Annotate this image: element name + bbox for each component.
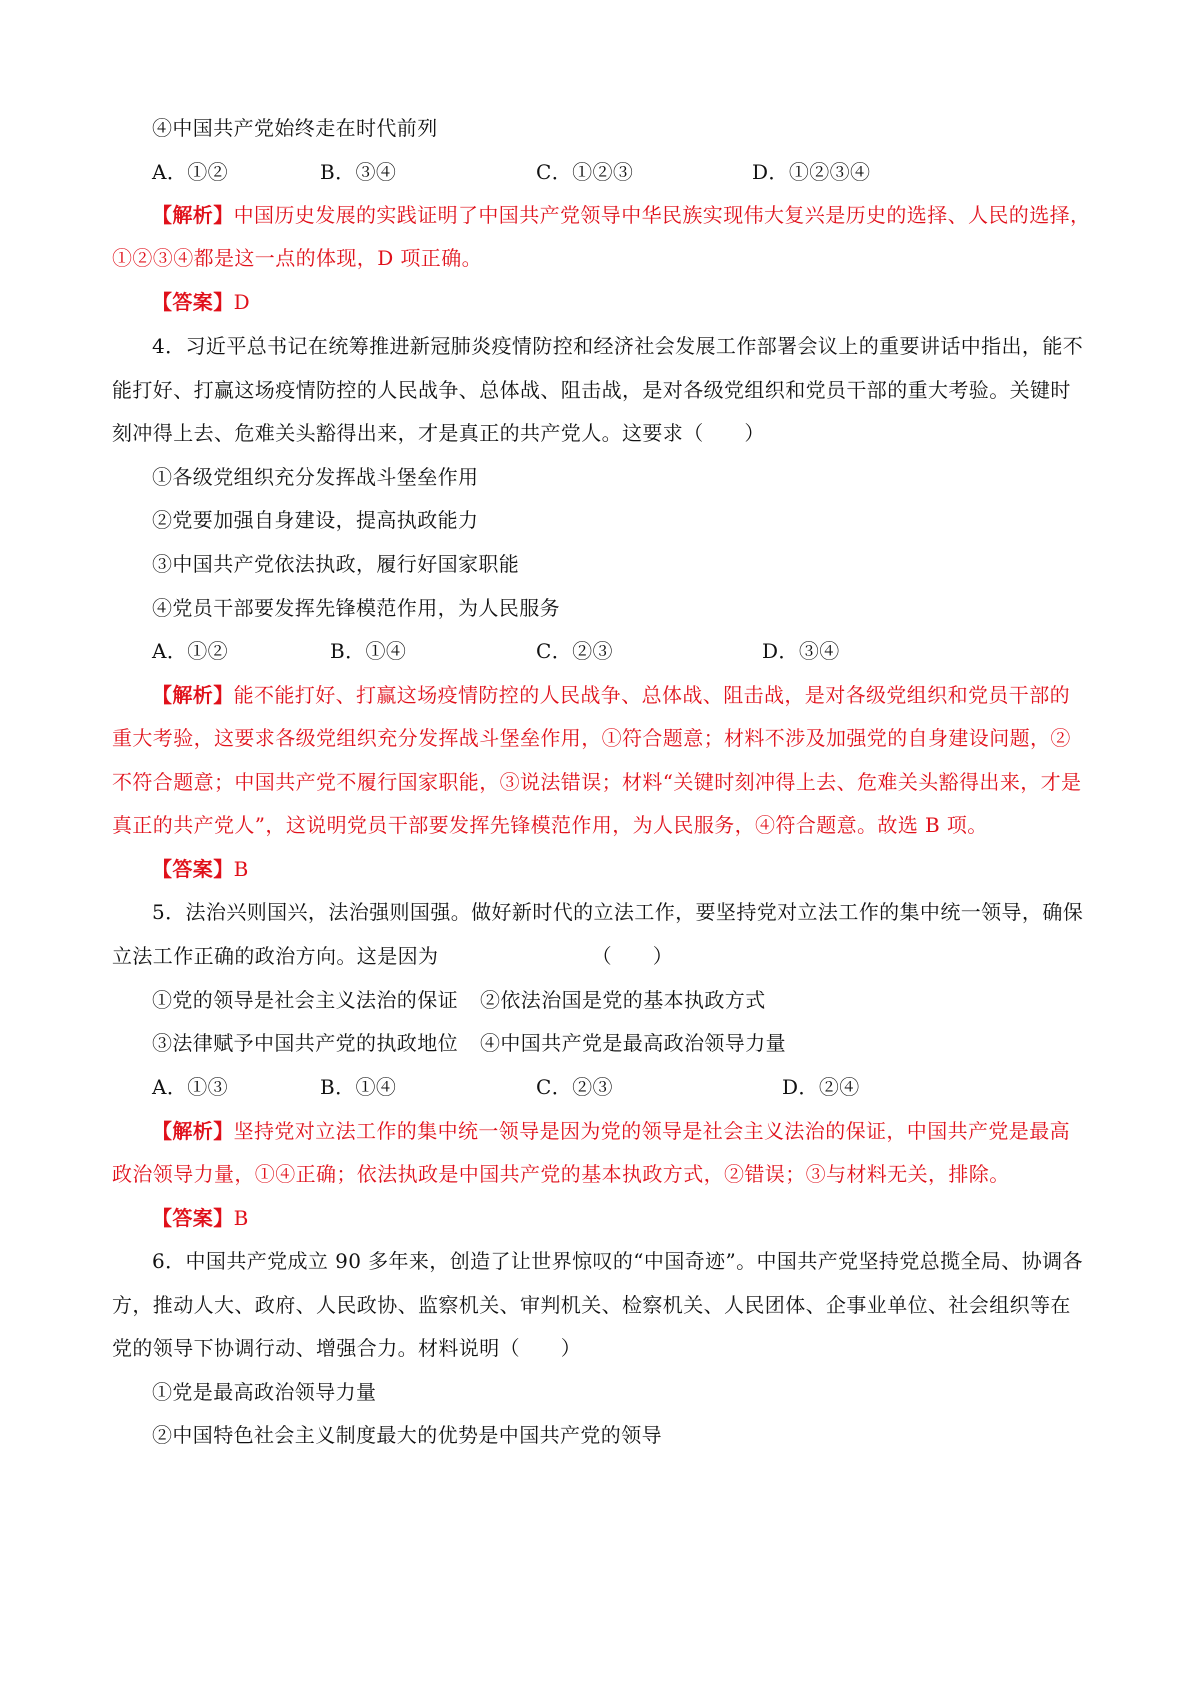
q5-stem-line-2: 立法工作正确的政治方向。这是因为 （ ）: [112, 944, 674, 968]
q6-stem-line-2: 方，推动人大、政府、人民政协、监察机关、审判机关、检察机关、人民团体、企事业单位、社会组织等在: [112, 1293, 1071, 1317]
q3-answer: [152, 288, 250, 316]
q5-item-1: ①党的领导是社会主义法治的保证: [152, 988, 458, 1012]
q5-item-2: ②依法治国是党的基本执政方式: [480, 988, 766, 1012]
q5-answer: [152, 1204, 249, 1232]
q3-analysis-line-2: ①②③④都是这一点的体现，D 项正确。: [112, 246, 482, 270]
q5-option-b: B．①④: [320, 1075, 397, 1099]
q4-item-2: ②党要加强自身建设，提高执政能力: [152, 508, 479, 532]
q5-option-a: A．①③: [152, 1075, 229, 1099]
q4-option-a: A．①②: [152, 639, 229, 663]
q5-item-3: ③法律赋予中国共产党的执政地位: [152, 1031, 458, 1055]
q3-answer-value: D: [233, 290, 251, 314]
q3-option-c: C．①②③: [536, 160, 634, 184]
q4-item-3: ③中国共产党依法执政，履行好国家职能: [152, 552, 520, 576]
q4-analysis-line-3: 不符合题意；中国共产党不履行国家职能，③说法错误；材料“关键时刻冲得上去、危难关头豁得出来，才是: [112, 770, 1082, 794]
q5-analysis-line-1: 【解析】坚持党对立法工作的集中统一领导是因为党的领导是社会主义法治的保证，中国共产党是最高: [152, 1119, 1071, 1143]
q3-item-4: ④中国共产党始终走在时代前列: [152, 116, 438, 140]
q3-analysis-line-1: 【解析】中国历史发展的实践证明了中国共产党领导中华民族实现伟大复兴是历史的选择、人民的选择，: [152, 203, 1091, 227]
q4-analysis-line-4: 真正的共产党人”，这说明党员干部要发挥先锋模范作用，为人民服务，④符合题意。故选 B 项。: [112, 813, 988, 837]
q4-analysis-tag: 【解析】: [152, 683, 234, 707]
q6-stem-line-3: 党的领导下协调行动、增强合力。材料说明（ ）: [112, 1336, 582, 1360]
q5-option-d: D．②④: [782, 1075, 860, 1099]
q4-stem-line-1: 4．习近平总书记在统筹推进新冠肺炎疫情防控和经济社会发展工作部署会议上的重要讲话中指出，能不: [152, 334, 1084, 358]
q5-analysis-tag: 【解析】: [152, 1119, 234, 1143]
q4-answer-value: B: [233, 857, 249, 881]
q4-item-4: ④党员干部要发挥先锋模范作用，为人民服务: [152, 596, 560, 620]
q4-item-1: ①各级党组织充分发挥战斗堡垒作用: [152, 465, 479, 489]
q4-stem-line-3: 刻冲得上去、危难关头豁得出来，才是真正的共产党人。这要求（ ）: [112, 421, 765, 445]
q4-option-c: C．②③: [536, 639, 613, 663]
q4-answer: [152, 855, 249, 883]
q4-analysis-line-1: 【解析】能不能打好、打赢这场疫情防控的人民战争、总体战、阻击战，是对各级党组织和党员干部的: [152, 683, 1071, 707]
q5-item-4: ④中国共产党是最高政治领导力量: [480, 1031, 786, 1055]
q6-stem-line-1: 6．中国共产党成立 90 多年来，创造了让世界惊叹的“中国奇迹”。中国共产党坚持党总揽全局、协调各: [152, 1249, 1083, 1273]
q5-answer-value: B: [233, 1206, 249, 1230]
q3-analysis-tag: 【解析】: [152, 203, 234, 227]
q4-answer-tag: 【答案】: [152, 857, 234, 881]
q4-analysis-line-2: 重大考验，这要求各级党组织充分发挥战斗堡垒作用，①符合题意；材料不涉及加强党的自身建设问题，②: [112, 726, 1071, 750]
q3-option-a: A．①②: [152, 160, 229, 184]
q4-option-b: B．①④: [330, 639, 407, 663]
q5-option-c: C．②③: [536, 1075, 613, 1099]
q5-stem-line-1: 5．法治兴则国兴，法治强则国强。做好新时代的立法工作，要坚持党对立法工作的集中统一领导，确保: [152, 900, 1084, 924]
q6-item-1: ①党是最高政治领导力量: [152, 1380, 377, 1404]
q4-stem-line-2: 能打好、打赢这场疫情防控的人民战争、总体战、阻击战，是对各级党组织和党员干部的重大考验。关键时: [112, 378, 1071, 402]
q3-option-b: B．③④: [320, 160, 397, 184]
q5-analysis-line-2: 政治领导力量，①④正确；依法执政是中国共产党的基本执政方式，②错误；③与材料无关，排除。: [112, 1162, 1010, 1186]
q6-item-2: ②中国特色社会主义制度最大的优势是中国共产党的领导: [152, 1423, 662, 1447]
q4-option-d: D．③④: [762, 639, 840, 663]
q3-option-d: D．①②③④: [752, 160, 871, 184]
q5-answer-tag: 【答案】: [152, 1206, 234, 1230]
q3-answer-tag: 【答案】: [152, 290, 234, 314]
